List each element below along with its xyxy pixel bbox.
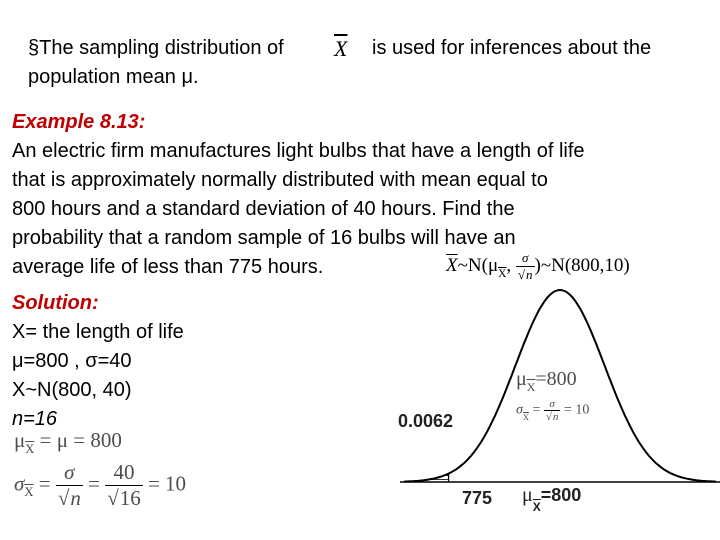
probability-label: 0.0062 bbox=[398, 411, 454, 431]
figure-mean-label bbox=[516, 368, 577, 394]
fig-sd-den: n bbox=[552, 411, 559, 423]
sd-frac2-den: 16 bbox=[119, 486, 141, 510]
intro-text-pre: The sampling distribution of bbox=[39, 37, 284, 59]
sd-equation bbox=[14, 460, 186, 511]
fig-sd-result: = 10 bbox=[560, 402, 590, 418]
cutoff-value-label: 775 bbox=[462, 488, 493, 508]
intro-line-2: population mean μ. bbox=[28, 66, 199, 88]
dist-mu: μ bbox=[487, 254, 499, 276]
fig-sd-sub: X bbox=[522, 412, 529, 422]
intro-xbar-symbol bbox=[334, 36, 347, 62]
fig-sd-fraction: $\frac{\sigma}{√n}$ bbox=[545, 398, 559, 423]
fig-sd-sigma: σ bbox=[516, 402, 523, 418]
dist-tilde-n: ~N( bbox=[457, 254, 488, 276]
fig-mean-val: =800 bbox=[535, 368, 577, 390]
mean-eq-val: 800 bbox=[90, 428, 122, 452]
solution-line-4: n=16 bbox=[12, 408, 58, 430]
sd-frac1-den: n bbox=[70, 486, 81, 510]
solution-line-3: X~N(800, 40) bbox=[12, 379, 132, 401]
dist-frac-den: n bbox=[526, 267, 533, 282]
dist-comma: , bbox=[506, 254, 512, 276]
sd-frac2-num: 40 bbox=[105, 460, 143, 486]
dist-mu-sub: X bbox=[498, 267, 507, 280]
mean-eq-mid: = μ = bbox=[34, 428, 91, 452]
example-line-5: average life of less than 775 hours. bbox=[12, 256, 324, 278]
sd-eq-fraction-2: $\frac{40}{√16}$ bbox=[107, 460, 141, 510]
fig-sd-num: σ bbox=[544, 398, 561, 411]
figure-sd-label bbox=[516, 398, 589, 423]
mean-equation bbox=[14, 428, 122, 456]
fig-sd-equals: = bbox=[528, 402, 544, 418]
sd-eq-sigma: σ bbox=[14, 471, 25, 496]
xbar-letter: $\overline{X}$ bbox=[334, 36, 348, 61]
example-line-2: that is approximately normally distributed with mean equal to bbox=[12, 169, 548, 191]
fig-mean-mu: μ bbox=[516, 368, 527, 390]
solution-title: Solution: bbox=[12, 292, 99, 314]
example-title: Example 8.13: bbox=[12, 111, 146, 133]
solution-line-1: X= the length of life bbox=[12, 321, 184, 343]
bullet-icon: § bbox=[28, 37, 40, 59]
solution-line-2: μ=800 , σ=40 bbox=[12, 350, 132, 372]
dist-frac-num: σ bbox=[516, 250, 535, 267]
axis-mean-val: =800 bbox=[540, 485, 582, 505]
sd-frac1-num: σ bbox=[56, 460, 83, 486]
sd-eq-result: = 10 bbox=[142, 471, 187, 496]
sd-eq-equals-2: = bbox=[82, 471, 106, 496]
fig-mean-sub: X bbox=[526, 380, 536, 394]
example-line-3: 800 hours and a standard deviation of 40 hours. Find the bbox=[12, 198, 515, 220]
dist-close: ) bbox=[534, 254, 541, 276]
dist-xbar: $\overline{X}$ bbox=[446, 254, 458, 276]
sd-eq-equals: = bbox=[33, 471, 56, 496]
axis-mean-mu: μ bbox=[522, 484, 533, 506]
mean-eq-mu: μ bbox=[14, 428, 26, 452]
mean-eq-sub: X bbox=[25, 442, 35, 456]
axis-mean-sub: X bbox=[532, 500, 541, 514]
axis-mean-label bbox=[522, 484, 582, 514]
sd-eq-sub: X bbox=[24, 485, 34, 500]
distribution-note bbox=[446, 250, 630, 283]
example-line-1: An electric firm manufactures light bulbs that have a length of life bbox=[12, 140, 585, 162]
dist-fraction: $\frac{\sigma}{√n}$ bbox=[517, 250, 533, 282]
sd-eq-fraction-1: $\frac{\sigma}{√n}$ bbox=[57, 460, 81, 510]
dist-rhs: ~N(800,10) bbox=[540, 254, 630, 276]
example-line-4: probability that a random sample of 16 bulbs will have an bbox=[12, 227, 516, 249]
intro-text-post: is used for inferences about the bbox=[372, 37, 652, 59]
intro-line-1 bbox=[28, 34, 284, 62]
